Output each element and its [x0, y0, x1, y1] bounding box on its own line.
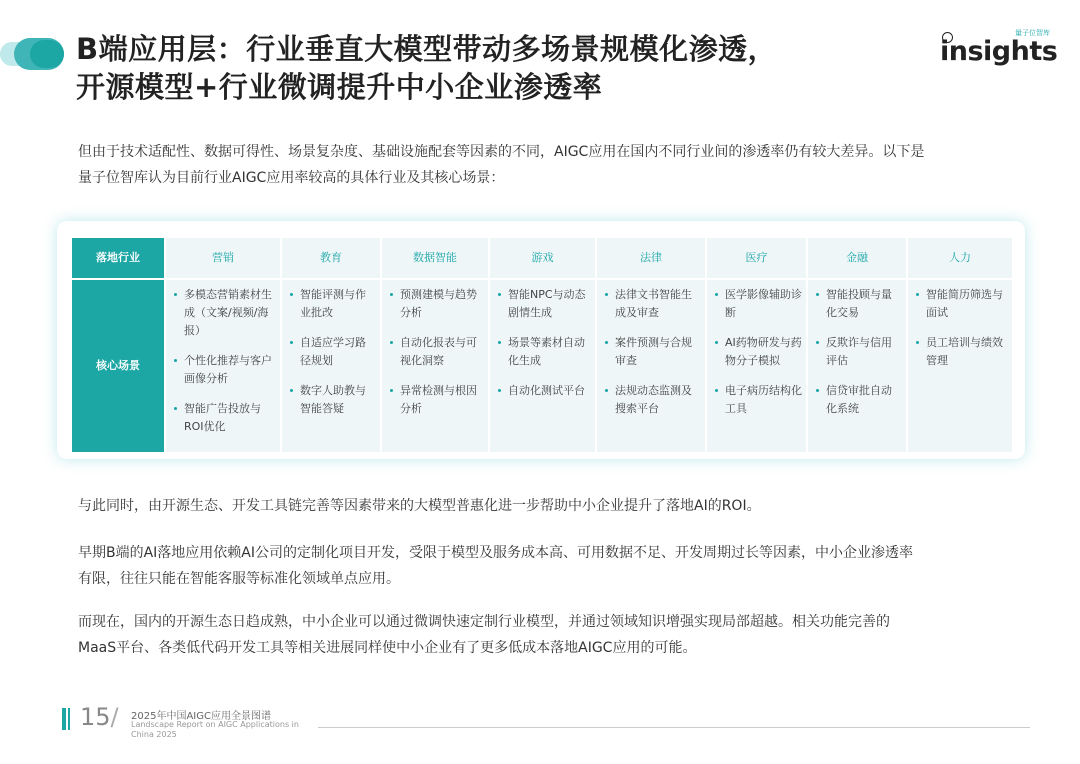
industry-name: 游戏	[490, 238, 595, 278]
scene-cell-gaming	[490, 280, 595, 452]
scene-item: 预测建模与趋势分析	[388, 286, 484, 322]
page-title	[76, 30, 777, 106]
scene-item: 员工培训与绩效管理	[914, 334, 1008, 370]
scene-cell-finance	[808, 280, 906, 452]
body-line: MaaS平台、各类低代码开发工具等相关进展同样使中小企业有了更多低成本落地AIGC应用的可能。	[78, 640, 697, 656]
industry-table	[70, 236, 1014, 454]
industry-name: 营销	[166, 238, 280, 278]
scene-row	[72, 280, 1012, 452]
scene-item: 医学影像辅助诊断	[713, 286, 802, 322]
industry-name: 法律	[597, 238, 705, 278]
scene-item: 自动化报表与可视化洞察	[388, 334, 484, 370]
intro-paragraph	[78, 139, 1008, 191]
insights-logo	[940, 28, 1058, 78]
industry-name: 金融	[808, 238, 906, 278]
scene-item: 场景等素材自动化生成	[496, 334, 591, 370]
industry-header-row	[72, 238, 1012, 278]
intro-line: 量子位智库认为目前行业AIGC应用率较高的具体行业及其核心场景：	[78, 170, 505, 186]
logo-text: insights	[940, 36, 1058, 67]
scene-item: 智能投顾与量化交易	[814, 286, 902, 322]
page-number: 15/	[80, 703, 119, 731]
industry-name: 人力	[908, 238, 1012, 278]
scene-item: 案件预测与合规审查	[603, 334, 701, 370]
industry-name: 教育	[282, 238, 380, 278]
page-title-line1: B端应用层：行业垂直大模型带动多场景规模化渗透，	[76, 32, 778, 66]
scene-item: 智能评测与作业批改	[288, 286, 376, 322]
footer-title: 2025年中国AIGC应用全景图谱	[131, 711, 271, 722]
scene-item: 信贷审批自动化系统	[814, 382, 902, 418]
scene-item: 电子病历结构化工具	[713, 382, 802, 418]
footer-subtitle: Landscape Report on AIGC Applications in China 2025	[131, 720, 299, 739]
body-paragraph-1	[78, 493, 1008, 519]
scene-item: AI药物研发与药物分子模拟	[713, 334, 802, 370]
scene-cell-marketing	[166, 280, 280, 452]
intro-line: 但由于技术适配性、数据可得性、场景复杂度、基础设施配套等因素的不同，AIGC应用在国内不同行业间的渗透率仍有较大差异。以下是	[78, 144, 925, 160]
scene-item: 智能广告投放与ROI优化	[172, 400, 276, 436]
scene-cell-hr	[908, 280, 1012, 452]
scene-item: 反欺诈与信用评估	[814, 334, 902, 370]
scene-item: 自动化测试平台	[496, 382, 591, 400]
scene-item: 智能简历筛选与面试	[914, 286, 1008, 322]
scene-item: 数字人助教与智能答疑	[288, 382, 376, 418]
logo-subtext: 量子位智库	[1015, 29, 1050, 37]
footer-divider	[318, 727, 1030, 728]
scene-item: 智能NPC与动态剧情生成	[496, 286, 591, 322]
scene-cell-legal	[597, 280, 705, 452]
row-header-scenes: 核心场景	[72, 280, 164, 452]
row-header-industry: 落地行业	[72, 238, 164, 278]
footer-accent-icon	[62, 708, 70, 730]
industry-name: 数据智能	[382, 238, 488, 278]
scene-item: 多模态营销素材生成（文案/视频/海报）	[172, 286, 276, 340]
body-line: 与此同时，由开源生态、开发工具链完善等因素带来的大模型普惠化进一步帮助中小企业提升了落地AI的ROI。	[78, 498, 761, 514]
scene-cell-data-intelligence	[382, 280, 488, 452]
scene-item: 法规动态监测及搜索平台	[603, 382, 701, 418]
scene-cell-education	[282, 280, 380, 452]
scene-cell-medical	[707, 280, 806, 452]
body-paragraph-3	[78, 609, 1008, 661]
body-line: 有限，往往只能在智能客服等标准化领域单点应用。	[78, 571, 400, 587]
body-line: 早期B端的AI落地应用依赖AI公司的定制化项目开发，受限于模型及服务成本高、可用数据不足、开发周期过长等因素，中小企业渗透率	[78, 545, 914, 561]
header-decoration	[0, 38, 64, 70]
page-title-line2: 开源模型+行业微调提升中小企业渗透率	[76, 70, 603, 104]
industry-name: 医疗	[707, 238, 806, 278]
body-line: 而现在，国内的开源生态日趋成熟，中小企业可以通过微调快速定制行业模型，并通过领域知识增强实现局部超越。相关功能完善的	[78, 614, 890, 630]
scene-item: 个性化推荐与客户画像分析	[172, 352, 276, 388]
body-paragraph-2	[78, 540, 1008, 592]
scene-item: 法律文书智能生成及审查	[603, 286, 701, 322]
scene-item: 异常检测与根因分析	[388, 382, 484, 418]
scene-item: 自适应学习路径规划	[288, 334, 376, 370]
